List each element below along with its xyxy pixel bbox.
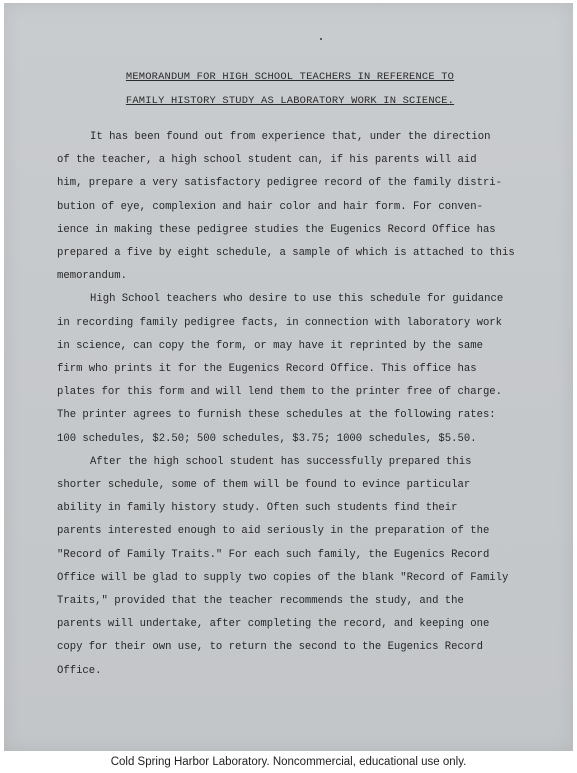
paper-speck bbox=[320, 38, 322, 40]
text-line: copy for their own use, to return the second to the Eugenics Record bbox=[57, 641, 483, 654]
text-line: bution of eye, complexion and hair color and hair form. For conven- bbox=[57, 200, 483, 213]
paragraph-3 bbox=[57, 451, 545, 683]
text-line: Traits," provided that the teacher recommends the study, and the bbox=[57, 595, 464, 608]
paragraph-1 bbox=[57, 126, 545, 288]
paragraph-2 bbox=[57, 288, 545, 450]
text-line: of the teacher, a high school student can, if his parents will aid bbox=[57, 154, 477, 167]
text-line: It has been found out from experience that, under the direction bbox=[90, 131, 491, 143]
text-line: him, prepare a very satisfactory pedigree record of the family distri- bbox=[57, 177, 503, 190]
text-line: 100 schedules, $2.50; 500 schedules, $3.75; 1000 schedules, $5.50. bbox=[57, 432, 477, 445]
text-line: Office will be glad to supply two copies of the blank "Record of Family bbox=[57, 571, 509, 584]
memo-body bbox=[57, 126, 545, 683]
text-line: in science, can copy the form, or may have it reprinted by the same bbox=[57, 339, 483, 352]
text-line: High School teachers who desire to use this schedule for guidance bbox=[90, 293, 504, 306]
text-line: in recording family pedigree facts, in connection with laboratory work bbox=[57, 316, 503, 329]
text-line: After the high school student has successfully prepared this bbox=[90, 455, 472, 468]
text-line: The printer agrees to furnish these schedules at the following rates: bbox=[57, 409, 496, 422]
text-line: parents will undertake, after completing the record, and keeping one bbox=[57, 618, 490, 631]
text-line: memorandum. bbox=[57, 270, 127, 283]
credit-footer: Cold Spring Harbor Laboratory. Noncommercial, educational use only. bbox=[110, 756, 467, 768]
text-line: prepared a five by eight schedule, a sample of which is attached to this bbox=[57, 247, 515, 260]
text-line: plates for this form and will lend them to the printer free of charge. bbox=[57, 386, 503, 399]
text-line: ience in making these pedigree studies the Eugenics Record Office has bbox=[57, 223, 496, 236]
memo-title-line-2: FAMILY HISTORY STUDY AS LABORATORY WORK IN SCIENCE. bbox=[125, 95, 455, 107]
text-line: shorter schedule, some of them will be found to evince particular bbox=[57, 479, 471, 492]
text-line: "Record of Family Traits." For each such family, the Eugenics Record bbox=[57, 548, 490, 561]
text-line: Office. bbox=[57, 664, 102, 677]
memo-title-line-1: MEMORANDUM FOR HIGH SCHOOL TEACHERS IN REFERENCE TO bbox=[125, 71, 455, 83]
text-line: parents interested enough to aid seriously in the preparation of the bbox=[57, 525, 490, 538]
text-line: firm who prints it for the Eugenics Record Office. This office has bbox=[57, 363, 477, 376]
text-line: ability in family history study. Often such students find their bbox=[57, 502, 458, 515]
